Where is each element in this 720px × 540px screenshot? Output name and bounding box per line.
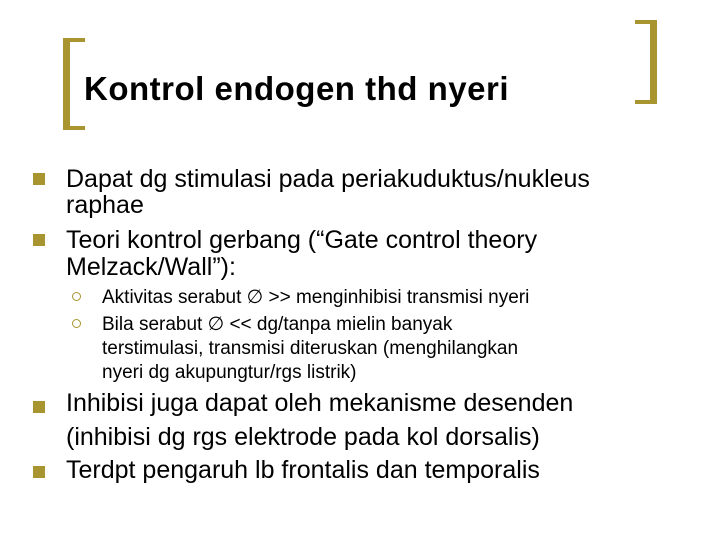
sub-bullet-2-line-2: terstimulasi, transmisi diteruskan (menghilangkan xyxy=(102,338,519,359)
circle-bullet-icon xyxy=(72,319,81,328)
bullet-4-line-1: Terdpt pengaruh lb frontalis dan temporalis xyxy=(66,456,540,484)
right-bracket-vertical xyxy=(650,20,657,104)
right-bracket-top xyxy=(635,20,657,24)
bullet-2-line-2: Melzack/Wall”): xyxy=(66,253,236,281)
circle-bullet-icon xyxy=(72,292,81,301)
bullet-2-line-1: Teori kontrol gerbang (“Gate control theory xyxy=(66,226,538,254)
square-bullet-icon xyxy=(33,401,45,413)
sub-bullet-2-line-3: nyeri dg akupungtur/rgs listrik) xyxy=(102,362,357,383)
sub-bullet-2-line-1: Bila serabut ∅ << dg/tanpa mielin banyak xyxy=(102,314,453,335)
slide-title: Kontrol endogen thd nyeri xyxy=(84,70,509,107)
left-bracket-bottom xyxy=(63,126,85,130)
square-bullet-icon xyxy=(33,466,45,478)
square-bullet-icon xyxy=(33,234,45,246)
left-bracket-vertical xyxy=(63,38,70,130)
sub-bullet-1-line-1: Aktivitas serabut ∅ >> menginhibisi transmisi nyeri xyxy=(102,287,530,308)
bullet-3-line-2: (inhibisi dg rgs elektrode pada kol dorsalis) xyxy=(66,423,540,451)
bullet-1-line-2: raphae xyxy=(66,191,144,219)
square-bullet-icon xyxy=(33,173,45,185)
bullet-3-line-1: Inhibisi juga dapat oleh mekanisme desenden xyxy=(66,389,574,417)
right-bracket-bottom xyxy=(635,100,657,104)
left-bracket-top xyxy=(63,38,85,42)
bullet-1-line-1: Dapat dg stimulasi pada periakuduktus/nukleus xyxy=(66,165,590,193)
